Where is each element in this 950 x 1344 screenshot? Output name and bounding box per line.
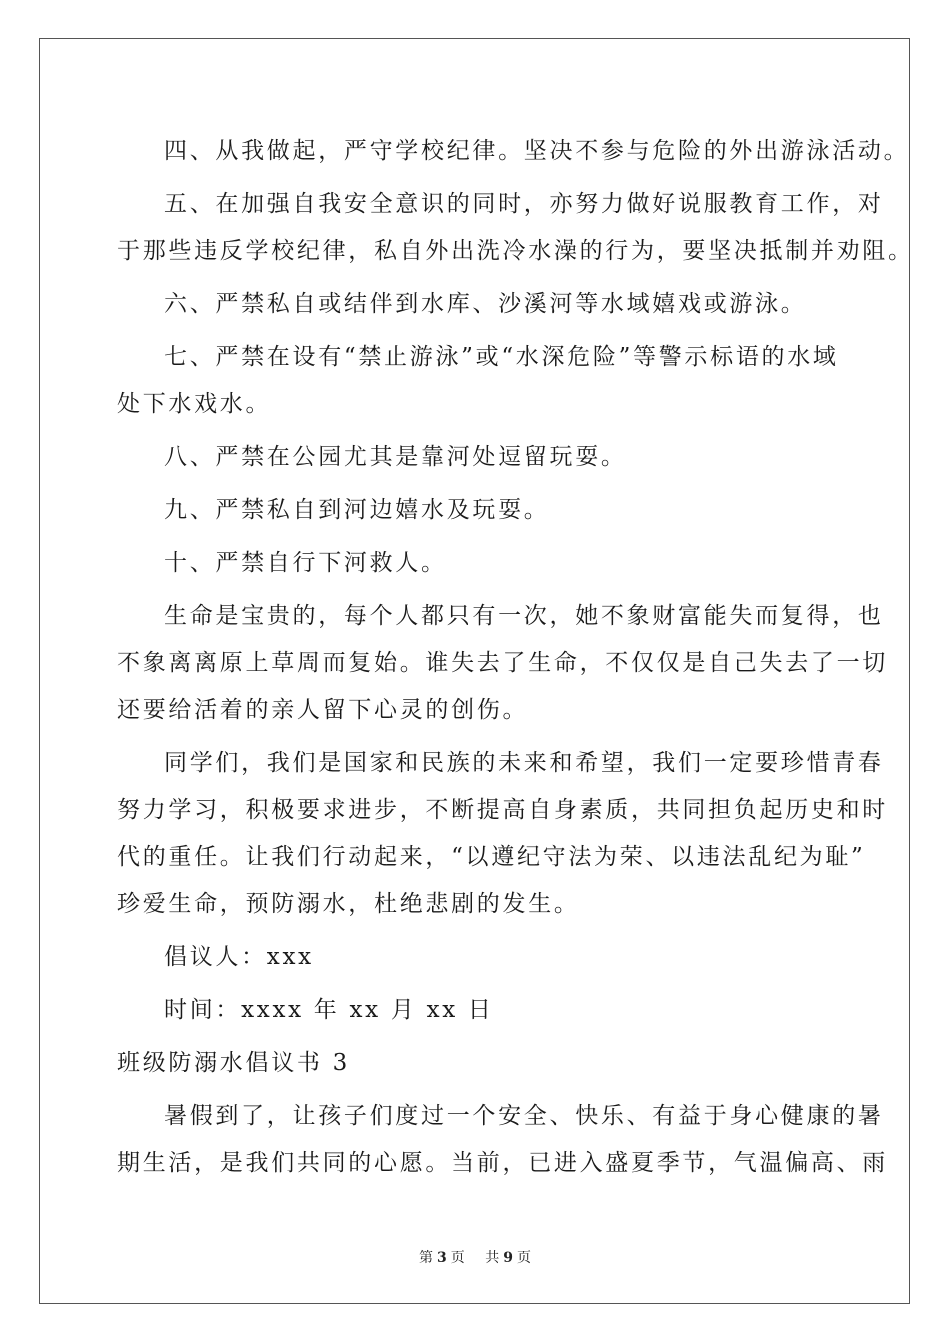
- paragraph-line: 还要给活着的亲人留下心灵的创伤。: [117, 697, 529, 723]
- total-suffix: 页: [516, 1250, 531, 1266]
- document-body: [117, 128, 914, 1187]
- total-prefix: 共: [485, 1250, 500, 1266]
- page-prefix: 第: [419, 1250, 434, 1266]
- paragraph-line: 七、严禁在设有“禁止游泳”或“水深危险”等警示标语的水域: [164, 344, 839, 370]
- total-pages: 9: [503, 1250, 513, 1266]
- paragraph-line: 于那些违反学校纪律，私自外出洗冷水澡的行为，要坚决抵制并劝阻。: [117, 238, 914, 264]
- paragraph-line: 努力学习，积极要求进步，不断提高自身素质，共同担负起历史和时: [117, 797, 888, 823]
- paragraph-line: 处下水戏水。: [117, 391, 272, 417]
- paragraph-line: 珍爱生命，预防溺水，杜绝悲剧的发生。: [117, 891, 580, 917]
- paragraph-line: 十、严禁自行下河救人。: [164, 550, 447, 576]
- paragraph-line: 四、从我做起，严守学校纪律。坚决不参与危险的外出游泳活动。: [164, 138, 910, 164]
- date-line: 时间：xxxx 年 xx 月 xx 日: [164, 997, 494, 1023]
- paragraph-line: 暑假到了，让孩子们度过一个安全、快乐、有益于身心健康的暑: [164, 1103, 884, 1129]
- paragraph-line: 六、严禁私自或结伴到水库、沙溪河等水域嬉戏或游泳。: [164, 291, 807, 317]
- paragraph-line: 不象离离原上草周而复始。谁失去了生命，不仅仅是自己失去了一切: [117, 650, 888, 676]
- page-suffix: 页: [450, 1250, 465, 1266]
- paragraph-line: 八、严禁在公园尤其是靠河处逗留玩耍。: [164, 444, 627, 470]
- paragraph-line: 九、严禁私自到河边嬉水及玩耍。: [164, 497, 550, 523]
- section-heading: 班级防溺水倡议书 3: [117, 1050, 350, 1076]
- page-number: [415, 1250, 469, 1266]
- paragraph-line: 生命是宝贵的，每个人都只有一次，她不象财富能失而复得，也: [164, 603, 884, 629]
- paragraph-line: 五、在加强自我安全意识的同时，亦努力做好说服教育工作，对: [164, 191, 884, 217]
- initiator-line: 倡议人：xxx: [164, 944, 314, 970]
- current-page: 3: [437, 1250, 447, 1266]
- paragraph-line: 同学们，我们是国家和民族的未来和希望，我们一定要珍惜青春: [164, 750, 884, 776]
- page-footer: [0, 1247, 950, 1267]
- page-total: [481, 1250, 535, 1266]
- paragraph-line: 代的重任。让我们行动起来，“以遵纪守法为荣、以违法乱纪为耻”: [117, 844, 866, 870]
- paragraph-line: 期生活，是我们共同的心愿。当前，已进入盛夏季节，气温偏高、雨: [117, 1150, 888, 1176]
